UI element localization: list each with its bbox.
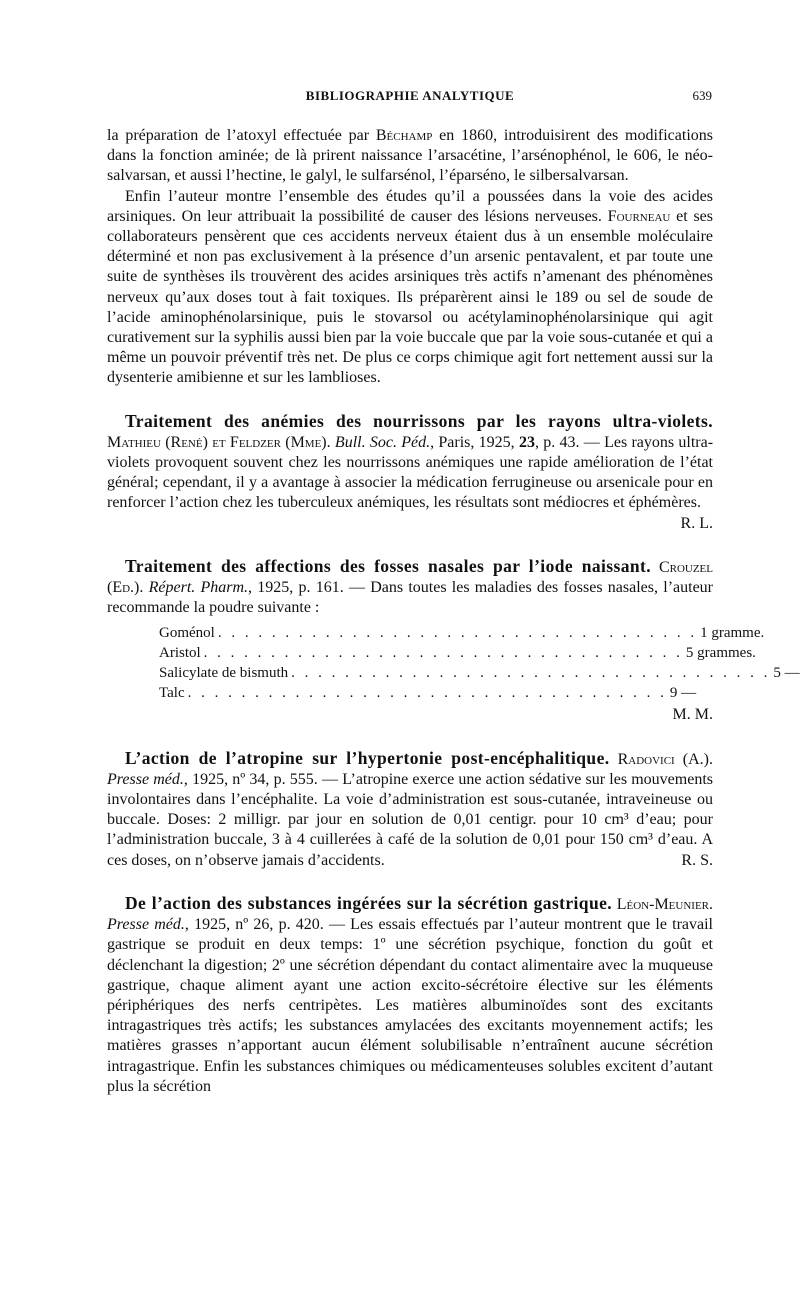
reviewer-signature: R. L. [680,514,713,532]
abstract-paragraph: Traitement des affections des fosses nasales par l’iode naissant. Crouzel (Ed.). Répert. Pharm., 1925, p. 161. — Dans toutes les maladies des fosses nasales, l’auteur recommande la poudre suivante : [107,555,713,617]
abstract-text: Les essais effectués par l’auteur montrent que le travail gastrique se produit en deux temps: 1º une sécrétion psychique, fonction du goût et déclenchant la digestion; 2º une sécrétion dépendant du contact alimentaire avec la muqueuse gastrique, chaque aliment ayant une action excito-sécrétoire élective sur les éléments périphériques des nerfs centripètes. Les matières albuminoïdes sont des excitants intragastriques très actifs; les substances amylacées des excitants moyennement actifs; les matières grasses n’apportant aucun élément solubilisable n’entraînent aucune sécrétion intragastrique. Enfin les substances chimiques ou médicamenteuses solubles excitent d’autant plus la sécrétion [107,916,713,1095]
formula-row: Salicylate de bismuth . . . . . . . . . . . . . . . . . . . . . . . . . . . . . . . . . . . . 5 — [159,665,800,682]
formula-list [159,623,800,703]
intro-paragraph-1: la préparation de l’atoxyl effectuée par Béchamp en 1860, introduisirent des modifications dans la fonction aminée; de là prirent naissance l’arsacétine, l’arsénophénol, le 606, le néo-salvarsan, et aussi l’hectine, le galyl, le sulfarsénol, l’éparséno, le silbersalvarsan. [107,127,714,185]
abstract-entry [107,893,713,1097]
ingredient-quantity: 5 grammes. [685,645,756,662]
running-head-title: BIBLIOGRAPHIE ANALYTIQUE [305,88,515,103]
abstract-authors: Mathieu (René) et Feldzer (Mme). [107,433,331,451]
intro-paragraph-2: Enfin l’auteur montre l’ensemble des études qu’il a poussées dans la voie des acides arsiniques. On leur attribuait la possibilité de causer des lésions nerveuses. Fourneau et ses collaborateurs pensèrent que ces accidents nerveux étaient dus à un ensemble moléculaire déterminé et non pas exclusivement à la présence d’un arsenic pentavalent, et par toute une suite de synthèses ils trouvèrent des acides arsiniques très actifs n’amenant des phénomènes nerveux qu’aux doses tout à fait toxiques. Ils préparèrent ainsi le 189 ou sel de soude de l’acide aminophénolarsinique, puis le stovarsol ou acétylaminophénolarsinique qui agit curativement sur la syphilis aussi bien par la voie buccale que par la voie sous-cutanée et qui a même un pouvoir préventif très net. De plus ce corps chimique agit fort nettement aussi sur la dysenterie amibienne et sur les lamblioses. [107,187,713,387]
ingredient-name: Aristol [159,645,201,662]
reviewer-signature: M. M. [672,706,713,724]
journal-name: Presse méd. [107,916,185,934]
page-body [107,126,800,1097]
abstract-title: Traitement des anémies des nourrissons par les rayons ultra-violets. [125,410,713,431]
abstract-paragraph: De l’action des substances ingérées sur la sécrétion gastrique. Léon-Meunier. Presse méd., 1925, nº 26, p. 420. — Les essais effectués par l’auteur montrent que le travail gastrique se produit en deux temps: 1º une sécrétion psychique, fonction du goût et déclenchant la digestion; 2º une sécrétion dépendant du contact alimentaire avec la muqueuse gastrique, chaque aliment ayant une action excito-sécrétoire élective sur les éléments périphériques des nerfs centripètes. Les matières albuminoïdes sont des excitants intragastriques très actifs; les substances amylacées des excitants moyennement actifs; les matières grasses n’apportant aucun élément solubilisable n’entraînent aucune sécrétion intragastrique. Enfin les substances chimiques ou médicamenteuses solubles excitent d’autant plus la sécrétion [107,892,713,1095]
running-head [108,88,712,108]
abstract-title: L’action de l’atropine sur l’hypertonie post-encéphalitique. [125,747,610,768]
abstract-paragraph: L’action de l’atropine sur l’hypertonie post-encéphalitique. Radovici (A.). Presse méd., 1925, nº 34, p. 555. — L’atropine exerce une action sédative sur les mouvements involontaires dans l’encéphalite. La voie d’administration est sous-cutanée, intraveineuse ou buccale. Doses: 2 milligr. par jour en solution de 0,01 centigr. pour 10 cm³ d’eau; pour l’administration buccale, 3 à 4 cuillerées à café de la solution de 0,01 pour 150 cm³ d’eau. A ces doses, on n’observe jamais d’accidents. R. S. [107,748,713,871]
formula-row: Aristol . . . . . . . . . . . . . . . . . . . . . . . . . . . . . . . . . . . . 5 grammes. [159,645,756,662]
abstract-paragraph: Traitement des anémies des nourrissons par les rayons ultra-violets. Mathieu (René) et Feldzer (Mme). Bull. Soc. Péd., Paris, 1925, 23, p. 43. — Les rayons ultra-violets provoquent souvent chez les nourrissons anémiques une rapide amélioration de l’état général; cependant, il y a avantage à associer la médication ferrugineuse ou arsenicale pour en renforcer l’action chez les tuberculeux anémiques, les résultats sont médiocres et éphémères. R. L. [107,411,713,514]
ingredient-name: Goménol [159,625,215,642]
ingredient-name: Talc [159,685,185,702]
reviewer-signature: R. S. [681,851,713,869]
abstract-text: Les rayons ultra-violets provoquent souvent chez les nourrissons anémiques une rapide amélioration de l’état général; cependant, il y a avantage à associer la médication ferrugineuse ou arsenicale pour en renforcer l’action chez les tuberculeux anémiques, les résultats sont médiocres et éphémères. [107,433,714,512]
journal-name: Bull. Soc. Péd. [334,433,431,451]
abstract-entry [107,555,800,726]
abstract-authors: Radovici (A.). [617,750,713,768]
formula-row: Talc . . . . . . . . . . . . . . . . . . . . . . . . . . . . . . . . . . . . 9 — [159,685,697,702]
abstract-text: Dans toutes les maladies des fosses nasales, l’auteur recommande la poudre suivante : [107,579,713,617]
formula-row: Goménol . . . . . . . . . . . . . . . . . . . . . . . . . . . . . . . . . . . . 1 gramme. [159,625,765,642]
abstract-title: De l’action des substances ingérées sur la sécrétion gastrique. [125,892,613,913]
abstract-title: Traitement des affections des fosses nasales par l’iode naissant. [125,555,651,576]
abstract-entry [107,411,713,534]
journal-name: Répert. Pharm. [148,579,249,597]
ingredient-name: Salicylate de bismuth [159,665,289,682]
abstract-authors: Crouzel (Ed.). [107,558,713,597]
journal-name: Presse méd. [107,770,184,788]
ingredient-quantity: 1 gramme. [700,625,765,642]
abstract-entry [107,748,713,871]
abstract-authors: Léon-Meunier. [616,895,713,913]
ingredient-quantity: 9 — [669,685,697,702]
author-name: Béchamp [375,127,433,144]
volume-number: 23 [518,433,535,451]
abstract-text: L’atropine exerce une action sédative sur les mouvements involontaires dans l’encéphalite. La voie d’administration est sous-cutanée, intraveineuse ou buccale. Doses: 2 milligr. par jour en solution de 0,01 centigr. pour 10 cm³ d’eau; pour l’administration buccale, 3 à 4 cuillerées à café de la solution de 0,01 pour 150 cm³ d’eau. A ces doses, on n’observe jamais d’accidents. [107,770,713,869]
ingredient-quantity: 5 — [773,665,800,682]
page-number: 639 [692,88,712,103]
author-name: Fourneau [607,207,671,225]
